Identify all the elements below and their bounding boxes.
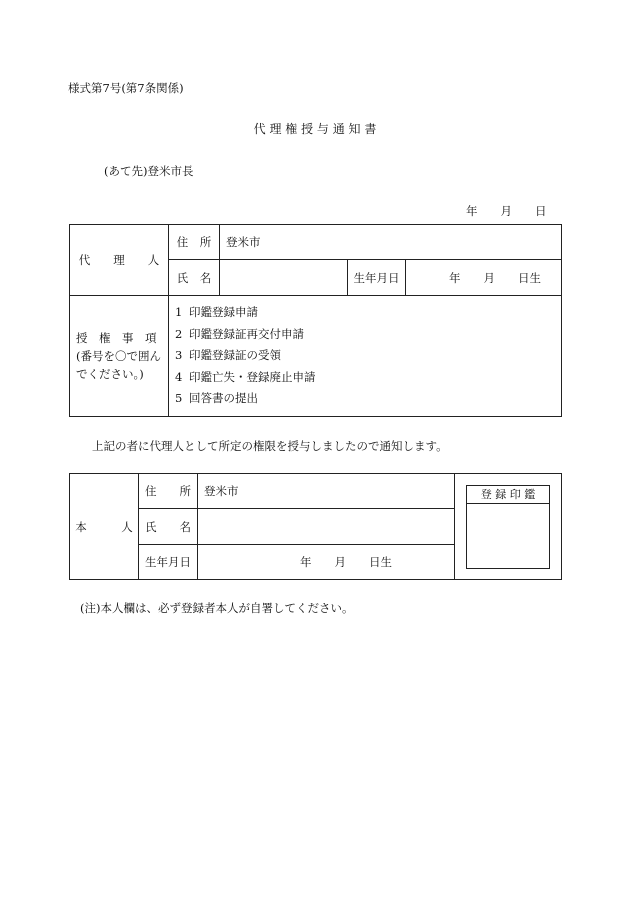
authority-item[interactable] (169, 324, 561, 346)
authority-item[interactable] (169, 302, 561, 324)
authority-item-text: 印鑑亡失・登録廃止申請 (189, 369, 316, 384)
authority-item-text: 印鑑登録証再交付申請 (189, 326, 304, 341)
form-number: 様式第7号(第7条関係) (68, 81, 184, 95)
authority-item[interactable] (169, 388, 561, 410)
note: (注)本人欄は、必ず登録者本人が自署してください。 (80, 601, 354, 615)
principal-table (69, 473, 562, 580)
date-line: 年 月 日 (466, 204, 547, 218)
principal-name-field[interactable] (198, 509, 455, 545)
agent-dob-field[interactable]: 年 月 日生 (406, 260, 562, 296)
authority-item-number: 4 (175, 369, 183, 384)
agent-table (69, 224, 562, 417)
seal-cell (455, 474, 562, 580)
principal-name-label: 氏 名 (139, 509, 198, 545)
principal-address-field[interactable]: 登米市 (198, 474, 455, 509)
authority-label (70, 296, 169, 417)
authority-item-text: 印鑑登録証の受領 (189, 348, 281, 363)
authority-item[interactable] (169, 367, 561, 389)
agent-name-label: 氏 名 (169, 260, 220, 296)
authority-item-text: 回答書の提出 (189, 391, 258, 406)
principal-address-label: 住 所 (139, 474, 198, 509)
authority-item-number: 5 (175, 391, 183, 406)
agent-name-field[interactable] (220, 260, 348, 296)
principal-section-label: 本 人 (70, 474, 139, 580)
authority-item-text: 印鑑登録申請 (189, 305, 258, 320)
principal-dob-field[interactable]: 年 月 日生 (198, 545, 455, 580)
agent-dob-label: 生年月日 (348, 260, 406, 296)
addressee: (あて先)登米市長 (104, 164, 194, 178)
authority-item[interactable] (169, 345, 561, 367)
authority-item-number: 1 (175, 305, 183, 320)
principal-dob-label: 生年月日 (139, 545, 198, 580)
seal-label: 登 録 印 鑑 (467, 486, 549, 504)
agent-address-label: 住 所 (169, 225, 220, 260)
authority-label-line: (番号を〇で囲ん (76, 349, 161, 363)
agent-address-field[interactable]: 登米市 (220, 225, 562, 260)
authority-item-number: 2 (175, 326, 183, 341)
authority-label-line: 授 権 事 項 (76, 331, 157, 345)
authority-label-line: でください。) (76, 367, 144, 381)
document-title: 代 理 権 授 与 通 知 書 (253, 122, 377, 136)
authority-item-number: 3 (175, 348, 183, 363)
statement: 上記の者に代理人として所定の権限を授与しましたので通知します。 (92, 439, 448, 453)
seal-box[interactable] (466, 485, 550, 569)
agent-section-label: 代 理 人 (70, 225, 169, 296)
authority-list (169, 296, 562, 417)
